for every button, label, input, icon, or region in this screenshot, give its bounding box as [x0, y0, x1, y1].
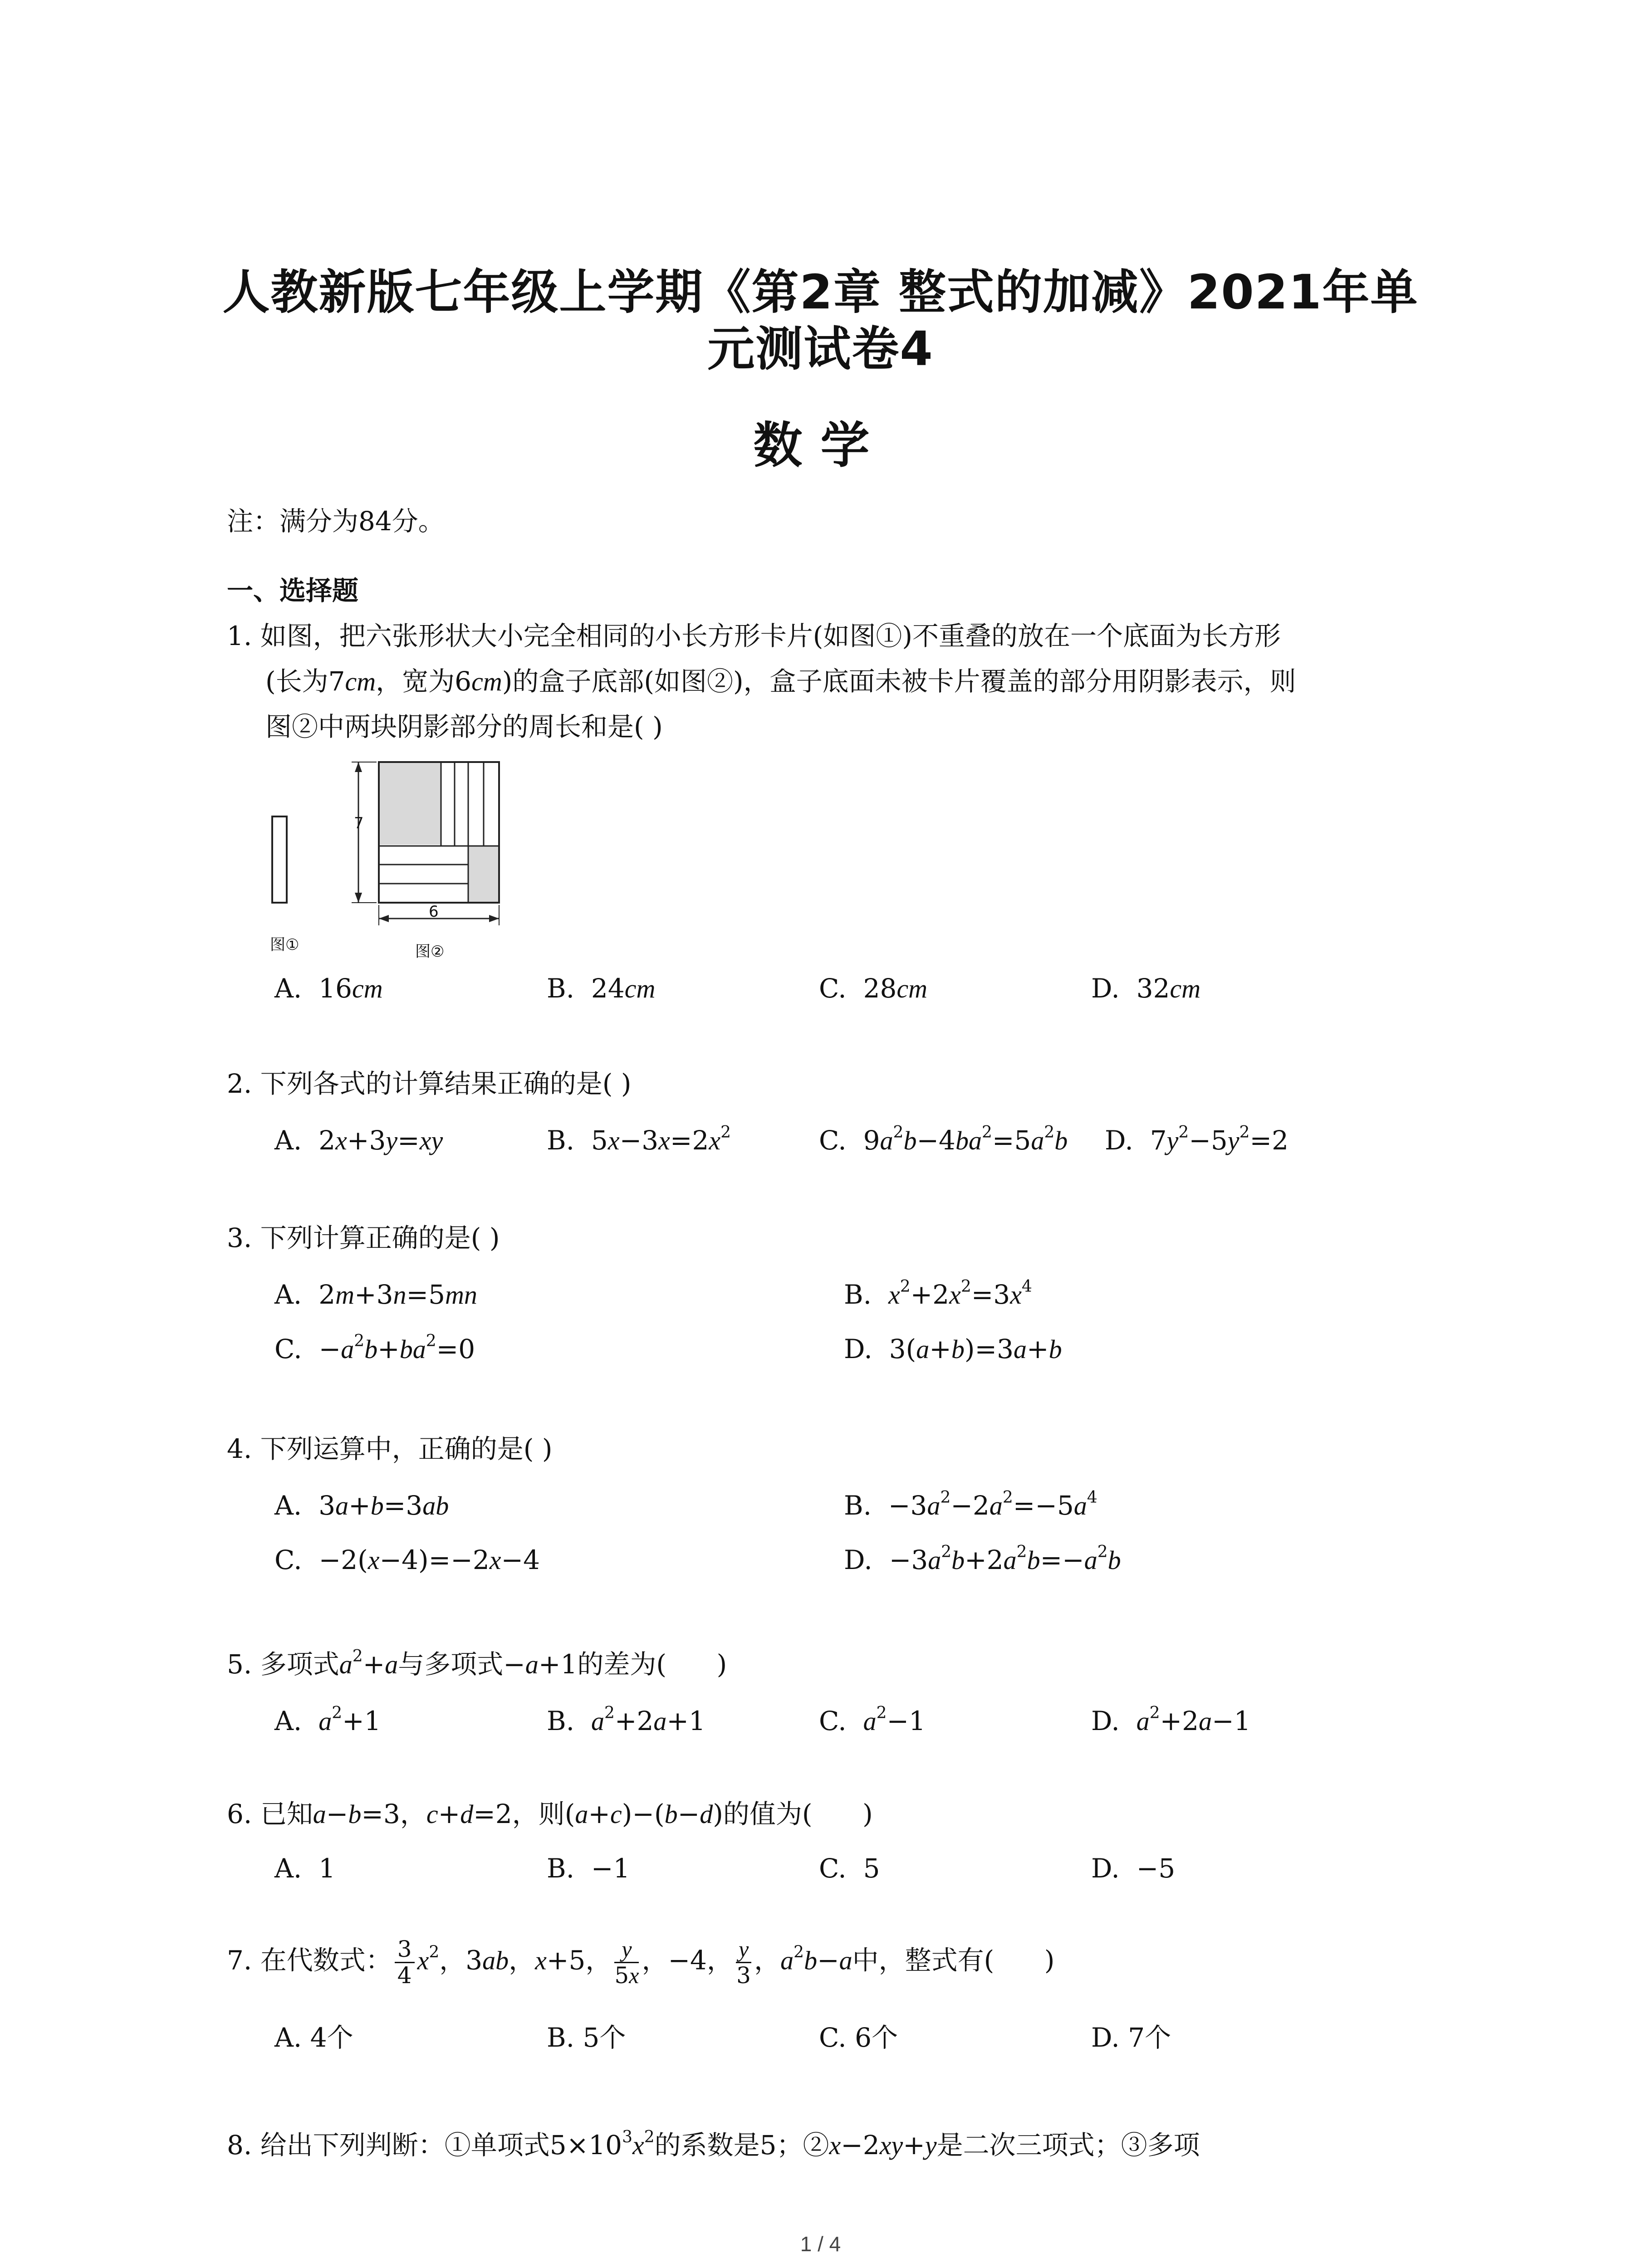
- q1-option-a: A. 16cm: [274, 973, 383, 1004]
- q1-line-1: 1. 如图，把六张形状大小完全相同的小长方形卡片(如图①)不重叠的放在一个底面为长方形: [227, 621, 1281, 651]
- fraction-three-quarters: $\frac{3}{4}$: [395, 1937, 415, 1988]
- q6-option-b: B. −1: [547, 1853, 630, 1884]
- q4-option-c: C. −2(x−4)=−2x−4: [274, 1545, 540, 1575]
- q5-option-c: C. $a^2-1$: [819, 1704, 926, 1736]
- q5-option-d: D. $a^2+2a-1$: [1091, 1704, 1251, 1736]
- fig2-shade-top: [380, 763, 441, 845]
- q3-option-d: D. 3(a+b)=3a+b: [844, 1334, 1062, 1364]
- q8-stem: 8. 给出下列判断：①单项式$5\times 10^3x^2$的系数是5；②x−2xy+y是二次三项式；③多项: [227, 2128, 1200, 2160]
- fig1-caption: 图①: [270, 936, 299, 954]
- q1-option-c: C. 28cm: [819, 973, 928, 1004]
- q1-line-2: (长为7cm，宽为6cm)的盒子底部(如图②)，盒子底面未被卡片覆盖的部分用阴影表示，则: [265, 666, 1296, 697]
- q5-stem: 5. 多项式$a^2+a$与多项式−a+1的差为( ): [227, 1647, 727, 1680]
- q1-line-3: 图②中两块阴影部分的周长和是( ): [265, 711, 663, 742]
- q2-option-c: C. $9a^2b-4ba^2=5a^2b$: [819, 1123, 1068, 1156]
- q7-stem: 7. 在代数式： $\frac{3}{4}$ $x^2$，3ab，x+5， $\frac{y}{5x}$ ，−4， $\frac{y}{3}$ ，$a^2b-a$中，整式有( ): [227, 1936, 1055, 1989]
- q3-option-c: C. $-a^2b+ba^2=0$: [274, 1332, 475, 1364]
- fig2-shade-bottom: [468, 846, 498, 902]
- q7-option-b: B. 5个: [547, 2022, 626, 2053]
- q2-option-b: B. $5x-3x=2x^2$: [547, 1123, 731, 1156]
- fig2-caption: 图②: [415, 943, 445, 961]
- fig2-width-label: 6: [429, 903, 439, 921]
- score-note: 注：满分为84分。: [227, 506, 445, 537]
- q1-option-d: D. 32cm: [1091, 973, 1201, 1004]
- fraction-y-over-5x: $\frac{y}{5x}$: [614, 1936, 639, 1989]
- fraction-y-over-3: $\frac{y}{3}$: [736, 1936, 751, 1989]
- q2-option-d: D. $7y^2-5y^2=2$: [1105, 1123, 1288, 1156]
- q7-option-a: A. 4个: [274, 2022, 353, 2053]
- q3-option-b: B. $x^2+2x^2=3x^4$: [844, 1277, 1032, 1310]
- q6-option-c: C. 5: [819, 1853, 880, 1884]
- doc-title-line-1: 人教新版七年级上学期《第2章 整式的加减》2021年单: [222, 264, 1419, 320]
- q4-option-a: A. 3a+b=3ab: [274, 1490, 449, 1521]
- q5-option-a: A. $a^2+1$: [274, 1704, 381, 1736]
- q2-stem: 2. 下列各式的计算结果正确的是( ): [227, 1068, 632, 1099]
- fig2-height-label: 7: [354, 814, 364, 832]
- q4-stem: 4. 下列运算中，正确的是( ): [227, 1433, 553, 1464]
- q1-figure: [263, 744, 526, 962]
- q6-option-a: A. 1: [274, 1853, 336, 1884]
- q6-stem: 6. 已知a−b=3，c+d=2，则(a+c)−(b−d)的值为( ): [227, 1799, 873, 1829]
- q6-option-d: D. −5: [1091, 1853, 1176, 1884]
- q5-option-b: B. $a^2+2a+1$: [547, 1704, 705, 1736]
- q4-option-b: B. $-3a^2-2a^2=-5a^4$: [844, 1488, 1097, 1521]
- q1-option-b: B. 24cm: [547, 973, 656, 1004]
- doc-title-line-2: 元测试卷4: [707, 321, 934, 376]
- q2-option-a: A. 2x+3y=xy: [274, 1125, 443, 1156]
- q3-option-a: A. 2m+3n=5mn: [274, 1279, 477, 1310]
- subject-heading: 数学: [753, 417, 888, 474]
- q3-stem: 3. 下列计算正确的是( ): [227, 1222, 500, 1253]
- section-heading-choice: 一、选择题: [227, 575, 359, 606]
- page-number: 1 / 4: [800, 2232, 841, 2256]
- q4-option-d: D. $-3a^2b+2a^2b=-a^2b$: [844, 1543, 1121, 1575]
- q7-option-c: C. 6个: [819, 2022, 898, 2053]
- fig1-card: [272, 816, 287, 903]
- q7-option-d: D. 7个: [1091, 2022, 1171, 2053]
